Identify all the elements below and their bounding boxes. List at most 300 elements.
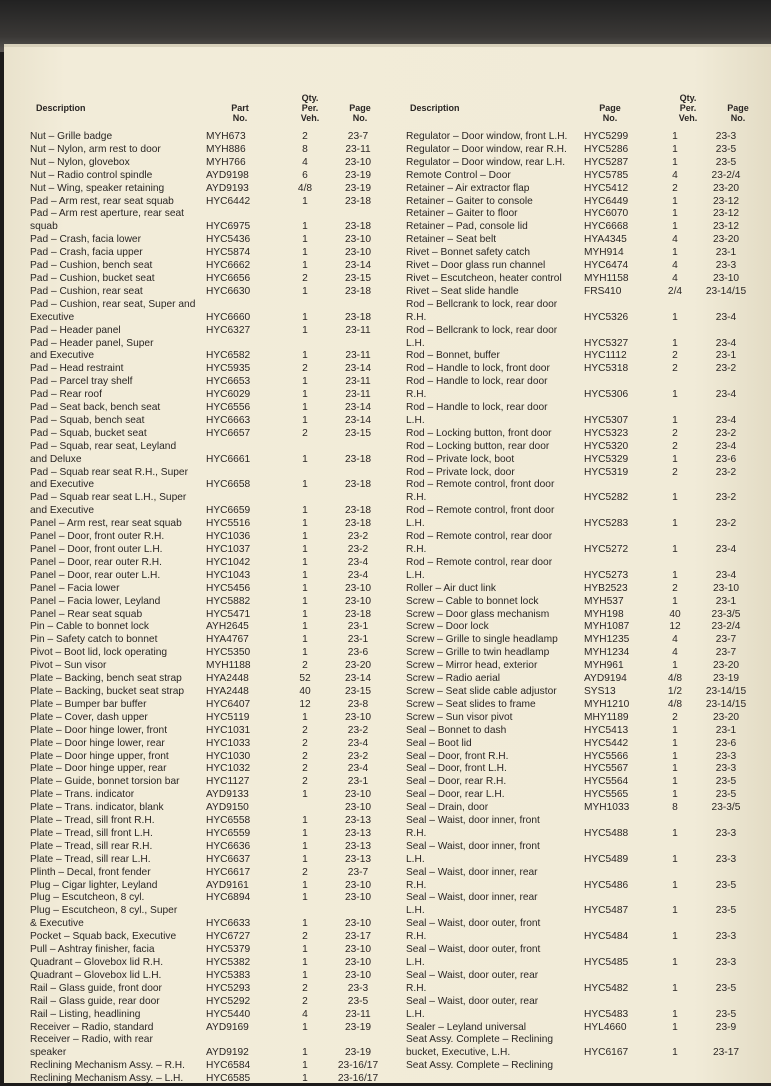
page-number: 23-8 [347, 698, 369, 710]
parts-row [30, 505, 386, 518]
part-description: Pad – Header panel, Super [30, 337, 154, 349]
part-description: Pad – Cushion, bucket seat [30, 272, 155, 284]
quantity-per-vehicle: 12 [669, 621, 681, 633]
quantity-per-vehicle: 1 [672, 453, 678, 465]
part-description: Plate – Tread, sill front R.H. [30, 815, 155, 827]
parts-row [406, 892, 754, 905]
parts-row [406, 660, 754, 673]
parts-row [406, 880, 754, 893]
quantity-per-vehicle: 1 [672, 311, 678, 323]
part-description: Pad – Cushion, rear seat [30, 285, 143, 297]
quantity-per-vehicle: 1 [672, 156, 678, 168]
part-description: Screw – Grille to single headlamp [406, 634, 558, 646]
parts-row [30, 183, 386, 196]
quantity-per-vehicle: 1 [302, 827, 308, 839]
part-description: Plate – Door hinge upper, rear [30, 763, 167, 775]
part-number: MYH914 [584, 247, 624, 259]
part-description: Regulator – Door window, front L.H. [406, 131, 568, 142]
quantity-per-vehicle: 1 [302, 531, 308, 543]
part-description: L.H. [406, 1008, 425, 1020]
parts-row [406, 867, 754, 880]
parts-row [30, 789, 386, 802]
page-number: 23-5 [347, 995, 369, 1007]
part-number: HYC1112 [584, 350, 627, 362]
quantity-per-vehicle: 1 [672, 957, 678, 968]
part-number: HYC5306 [584, 389, 629, 401]
page-number: 23-5 [715, 879, 737, 891]
parts-row [30, 208, 386, 221]
parts-row [30, 557, 386, 570]
quantity-per-vehicle: 1 [672, 492, 678, 504]
quantity-per-vehicle: 2 [302, 737, 308, 749]
part-description: Rivet – Bonnet safety catch [406, 247, 531, 259]
page-number: 23-6 [715, 453, 737, 465]
part-description: L.H. [406, 957, 425, 968]
page-number: 23-4 [715, 544, 737, 555]
part-number: HYC6658 [206, 479, 251, 491]
part-description: R.H. [406, 544, 427, 555]
page-number: 23-10 [344, 156, 372, 168]
parts-row [406, 802, 754, 815]
part-description: Pad – Seat back, bench seat [30, 402, 161, 414]
part-description: Seat Assy. Complete – Reclining [406, 1034, 554, 1046]
part-description: Screw – Grille to twin headlamp [406, 647, 550, 659]
part-number: FRS410 [584, 285, 622, 297]
part-description: Screw – Seat slide cable adjustor [406, 685, 557, 697]
part-number: HYC1043 [206, 569, 251, 581]
parts-row [406, 751, 754, 764]
page-number: 23-12 [712, 208, 740, 220]
quantity-per-vehicle: 1 [302, 389, 308, 401]
page-number: 23-10 [344, 944, 372, 956]
parts-row [30, 957, 386, 970]
page-number: 23-2 [347, 531, 369, 543]
page-number: 23-13 [344, 827, 372, 839]
part-description: Reclining Mechanism Assy. – R.H. [30, 1060, 185, 1072]
parts-row [406, 1009, 754, 1022]
page-number: 23-2 [347, 724, 369, 736]
quantity-per-vehicle: 4 [302, 156, 308, 168]
page-number: 23-5 [715, 905, 737, 917]
part-description: R.H. [406, 492, 427, 504]
part-number: HYC6656 [206, 272, 251, 284]
parts-row [30, 596, 386, 609]
part-description: Seal – Waist, door outer, rear [406, 995, 539, 1007]
parts-row [30, 441, 386, 454]
quantity-per-vehicle: 1 [302, 711, 308, 723]
part-number: HYC5440 [206, 1008, 251, 1020]
parts-row [30, 428, 386, 441]
part-number: MYH886 [206, 143, 246, 155]
part-description: Pad – Arm rest, rear seat squab [30, 195, 174, 207]
quantity-per-vehicle: 4/8 [667, 673, 683, 685]
part-description: Screw – Seat slides to frame [406, 698, 536, 710]
part-description: Rod – Private lock, boot [406, 453, 515, 465]
parts-row [30, 854, 386, 867]
page-number: 23-10 [712, 272, 740, 284]
parts-row [406, 325, 754, 338]
parts-row [406, 931, 754, 944]
part-number: HYC5273 [584, 569, 629, 581]
parts-row [406, 441, 754, 454]
part-number: HYC6727 [206, 931, 251, 943]
part-description: Receiver – Radio, standard [30, 1021, 154, 1033]
page-number: 23-1 [715, 350, 737, 362]
part-description: Plate – Door hinge lower, front [30, 724, 168, 736]
part-number: HYC5874 [206, 247, 251, 259]
quantity-per-vehicle: 1 [672, 569, 678, 581]
part-description: Rod – Remote control, front door [406, 505, 555, 517]
part-description: R.H. [406, 311, 427, 323]
page-number: 23-14/15 [705, 698, 747, 710]
part-number: HYC1042 [206, 556, 251, 568]
parts-row [406, 634, 754, 647]
part-number: MYH766 [206, 156, 246, 168]
quantity-per-vehicle: 1 [302, 634, 308, 646]
page-number: 23-14 [344, 414, 372, 426]
page-number: 23-14/15 [705, 285, 747, 297]
part-description: Seal – Door, front R.H. [406, 750, 509, 762]
quantity-per-vehicle: 2 [302, 763, 308, 775]
part-description: Rod – Locking button, front door [406, 427, 552, 439]
parts-row [406, 828, 754, 841]
part-description: Retainer – Pad, console lid [406, 221, 528, 233]
part-description: R.H. [406, 389, 427, 401]
quantity-per-vehicle: 1 [672, 1047, 678, 1059]
quantity-per-vehicle: 1 [302, 944, 308, 956]
part-number: HYC6637 [206, 853, 251, 865]
part-number: HYC6657 [206, 427, 251, 439]
left-part-header: Part No. [231, 103, 249, 123]
page-number: 23-10 [712, 582, 740, 594]
quantity-per-vehicle: 1 [672, 208, 678, 220]
part-number: HYC6653 [206, 376, 251, 388]
part-number: AYH2645 [206, 621, 249, 633]
parts-row [30, 570, 386, 583]
part-description: Plate – Cover, dash upper [30, 711, 148, 723]
page-number: 23-14 [344, 363, 372, 375]
quantity-per-vehicle: 1 [302, 195, 308, 207]
page-number: 23-7 [715, 634, 737, 646]
parts-row [30, 634, 386, 647]
quantity-per-vehicle: 52 [299, 673, 311, 685]
quantity-per-vehicle: 1 [302, 621, 308, 633]
quantity-per-vehicle: 1 [672, 724, 678, 736]
page-number: 23-10 [344, 247, 372, 259]
parts-row [406, 234, 754, 247]
part-number: HYC5486 [584, 879, 629, 891]
quantity-per-vehicle: 1 [672, 1021, 678, 1033]
parts-row [30, 621, 386, 634]
part-number: HYB2523 [584, 582, 628, 594]
quantity-per-vehicle: 1 [672, 737, 678, 749]
right-parts-column [406, 131, 754, 1073]
parts-row [30, 299, 386, 312]
part-number: HYC6630 [206, 285, 251, 297]
part-number: HYC6407 [206, 698, 251, 710]
part-number: HYC5487 [584, 905, 629, 917]
part-number: MYH1188 [206, 660, 251, 672]
part-number: HYC1037 [206, 544, 251, 555]
page-number: 23-14 [344, 260, 372, 272]
part-description: Pin – Cable to bonnet lock [30, 621, 149, 633]
page-number: 23-4 [715, 389, 737, 401]
part-description: Seal – Door, front L.H. [406, 763, 507, 775]
parts-row [30, 802, 386, 815]
page-number: 23-20 [712, 182, 740, 194]
part-description: and Executive [30, 350, 94, 362]
quantity-per-vehicle: 1 [672, 389, 678, 401]
page-number: 23-5 [715, 982, 737, 994]
parts-row [30, 996, 386, 1009]
page-number: 23-1 [715, 595, 737, 607]
quantity-per-vehicle: 2/4 [667, 285, 683, 297]
part-description: Seal – Waist, door outer, front [406, 944, 541, 956]
page-number: 23-3 [715, 763, 737, 775]
part-number: AYD9150 [206, 802, 249, 814]
quantity-per-vehicle: 1 [672, 143, 678, 155]
page-number: 23-5 [715, 789, 737, 801]
page-number: 23-10 [344, 595, 372, 607]
parts-row [406, 557, 754, 570]
part-number: HYC5483 [584, 1008, 629, 1020]
quantity-per-vehicle: 1 [302, 247, 308, 259]
part-description: Pad – Header panel [30, 324, 121, 336]
part-description: Panel – Arm rest, rear seat squab [30, 518, 182, 530]
part-number: AYD9161 [206, 879, 249, 891]
page-number: 23-16/17 [337, 1060, 379, 1072]
right-qty-header: Qty. Per. Veh. [678, 93, 698, 123]
page-number: 23-18 [344, 608, 372, 620]
part-number: MYH673 [206, 131, 246, 142]
page-number: 23-7 [347, 866, 369, 878]
parts-row [30, 170, 386, 183]
page-number: 23-4 [347, 737, 369, 749]
parts-row [406, 286, 754, 299]
quantity-per-vehicle: 2 [302, 131, 308, 142]
part-number: HYC6660 [206, 311, 251, 323]
part-description: Pad – Squab, rear seat, Leyland [30, 440, 177, 452]
part-number: AYD9133 [206, 789, 249, 801]
part-description: Panel – Door, rear outer L.H. [30, 569, 161, 581]
part-description: Pad – Arm rest aperture, rear seat [30, 208, 185, 220]
quantity-per-vehicle: 1 [302, 414, 308, 426]
part-description: Remote Control – Door [406, 169, 511, 181]
page-number: 23-10 [344, 802, 372, 814]
parts-row [406, 183, 754, 196]
quantity-per-vehicle: 40 [299, 685, 311, 697]
parts-row [30, 686, 386, 699]
parts-row [30, 363, 386, 376]
part-number: HYC6662 [206, 260, 251, 272]
part-number: HYC5484 [584, 931, 629, 943]
page-number: 23-18 [344, 221, 372, 233]
part-number: HYC6894 [206, 892, 251, 904]
quantity-per-vehicle: 1 [302, 311, 308, 323]
quantity-per-vehicle: 2 [302, 272, 308, 284]
parts-row [30, 673, 386, 686]
parts-row [30, 880, 386, 893]
part-number: HYC5413 [584, 724, 629, 736]
quantity-per-vehicle: 1 [672, 195, 678, 207]
parts-row [30, 376, 386, 389]
part-number: HYC5488 [584, 827, 629, 839]
part-description: Rivet – Door glass run channel [406, 260, 546, 272]
parts-row [406, 763, 754, 776]
part-description: Panel – Door, rear outer R.H. [30, 556, 162, 568]
parts-row [406, 402, 754, 415]
parts-row [406, 247, 754, 260]
part-description: Plate – Door hinge lower, rear [30, 737, 165, 749]
part-description: L.H. [406, 569, 425, 581]
quantity-per-vehicle: 1 [302, 1021, 308, 1033]
page-number: 23-20 [712, 711, 740, 723]
part-description: Pad – Squab, bench seat [30, 414, 145, 426]
parts-row [406, 415, 754, 428]
quantity-per-vehicle: 1 [302, 544, 308, 555]
page-number: 23-3 [715, 750, 737, 762]
part-description: Pocket – Squab back, Executive [30, 931, 177, 943]
page-number: 23-4 [715, 440, 737, 452]
quantity-per-vehicle: 4 [672, 647, 678, 659]
part-description: Nut – Nylon, arm rest to door [30, 143, 161, 155]
page-number: 23-3/5 [711, 608, 741, 620]
part-description: Plate – Backing, bucket seat strap [30, 685, 185, 697]
parts-row [30, 931, 386, 944]
part-description: Plug – Escutcheon, 8 cyl., Super [30, 905, 178, 917]
part-description: Seal – Door, rear L.H. [406, 789, 505, 801]
quantity-per-vehicle: 2 [302, 931, 308, 943]
quantity-per-vehicle: 1 [302, 892, 308, 904]
part-description: Nut – Nylon, glovebox [30, 156, 130, 168]
parts-row [30, 751, 386, 764]
part-description: Rod – Bellcrank to lock, rear door [406, 298, 558, 310]
part-description: Plug – Cigar lighter, Leyland [30, 879, 158, 891]
parts-row [30, 144, 386, 157]
page-number: 23-18 [344, 453, 372, 465]
parts-row [30, 402, 386, 415]
parts-row [406, 712, 754, 725]
part-description: Plate – Trans. indicator, blank [30, 802, 164, 814]
quantity-per-vehicle: 2 [672, 182, 678, 194]
parts-row [406, 789, 754, 802]
part-description: Receiver – Radio, with rear [30, 1034, 153, 1046]
parts-row [406, 673, 754, 686]
page-number: 23-5 [715, 1008, 737, 1020]
page-number: 23-10 [344, 879, 372, 891]
page-number: 23-2 [715, 518, 737, 530]
part-description: Retainer – Seat belt [406, 234, 497, 246]
quantity-per-vehicle: 1 [672, 1008, 678, 1020]
part-description: Pad – Squab rear seat R.H., Super [30, 466, 188, 478]
quantity-per-vehicle: 2 [302, 427, 308, 439]
part-description: Rivet – Escutcheon, heater control [406, 272, 562, 284]
page-number: 23-3/5 [711, 802, 741, 814]
quantity-per-vehicle: 1 [302, 1060, 308, 1072]
part-description: Rod – Handle to lock, front door [406, 363, 550, 375]
part-description: L.H. [406, 905, 425, 917]
parts-row [406, 376, 754, 389]
quantity-per-vehicle: 2 [302, 866, 308, 878]
part-description: & Executive [30, 918, 84, 930]
page-number: 23-20 [712, 234, 740, 246]
quantity-per-vehicle: 4 [672, 634, 678, 646]
parts-row [30, 531, 386, 544]
quantity-per-vehicle: 1 [672, 660, 678, 672]
quantity-per-vehicle: 1 [672, 750, 678, 762]
part-description: Pin – Safety catch to bonnet [30, 634, 158, 646]
quantity-per-vehicle: 1/2 [667, 685, 683, 697]
quantity-per-vehicle: 2 [302, 724, 308, 736]
parts-row [30, 1009, 386, 1022]
part-number: MYH1235 [584, 634, 630, 646]
part-description: Pad – Head restraint [30, 363, 124, 375]
parts-row [406, 1022, 754, 1035]
parts-row [406, 505, 754, 518]
parts-row [30, 609, 386, 622]
quantity-per-vehicle: 2 [302, 995, 308, 1007]
part-number: HYC1032 [206, 763, 251, 775]
quantity-per-vehicle: 1 [302, 221, 308, 233]
part-description: Pivot – Boot lid, lock operating [30, 647, 168, 659]
quantity-per-vehicle: 1 [302, 840, 308, 852]
part-description: Seal – Waist, door inner, rear [406, 892, 538, 904]
parts-row [30, 196, 386, 209]
part-number: HYC6558 [206, 815, 251, 827]
page-number: 23-17 [712, 1047, 740, 1059]
part-number: MYH537 [584, 595, 624, 607]
right-page-header: Page No. [727, 103, 749, 123]
part-number: AYD9198 [206, 169, 249, 181]
part-description: Rail – Glass guide, front door [30, 982, 162, 994]
parts-row [406, 699, 754, 712]
parts-row [30, 815, 386, 828]
part-description: Retainer – Air extractor flap [406, 182, 530, 194]
parts-row [30, 492, 386, 505]
part-number: HYC6617 [206, 866, 251, 878]
parts-row [406, 157, 754, 170]
part-description: Roller – Air duct link [406, 582, 497, 594]
page-number: 23-3 [715, 131, 737, 142]
part-description: Screw – Door glass mechanism [406, 608, 550, 620]
part-number: HYC6975 [206, 221, 251, 233]
quantity-per-vehicle: 1 [302, 453, 308, 465]
page-number: 23-3 [715, 260, 737, 272]
part-number: HYC5567 [584, 763, 629, 775]
parts-row [406, 299, 754, 312]
quantity-per-vehicle: 1 [302, 815, 308, 827]
part-number: HYC5516 [206, 518, 251, 530]
parts-row [30, 841, 386, 854]
quantity-per-vehicle: 1 [302, 285, 308, 297]
parts-row [406, 221, 754, 234]
page-number: 23-2 [715, 427, 737, 439]
page-number: 23-4 [347, 556, 369, 568]
part-number: HYC5436 [206, 234, 251, 246]
part-description: Screw – Door lock [406, 621, 489, 633]
page-number: 23-3 [715, 957, 737, 968]
quantity-per-vehicle: 1 [302, 505, 308, 517]
part-number: HYC6559 [206, 827, 251, 839]
part-description: R.H. [406, 931, 427, 943]
quantity-per-vehicle: 1 [672, 931, 678, 943]
page-number: 23-10 [344, 892, 372, 904]
quantity-per-vehicle: 1 [302, 1073, 308, 1085]
parts-row [406, 841, 754, 854]
page-number: 23-10 [344, 918, 372, 930]
part-number: HYC6659 [206, 505, 251, 517]
part-description: Plug – Escutcheon, 8 cyl. [30, 892, 145, 904]
